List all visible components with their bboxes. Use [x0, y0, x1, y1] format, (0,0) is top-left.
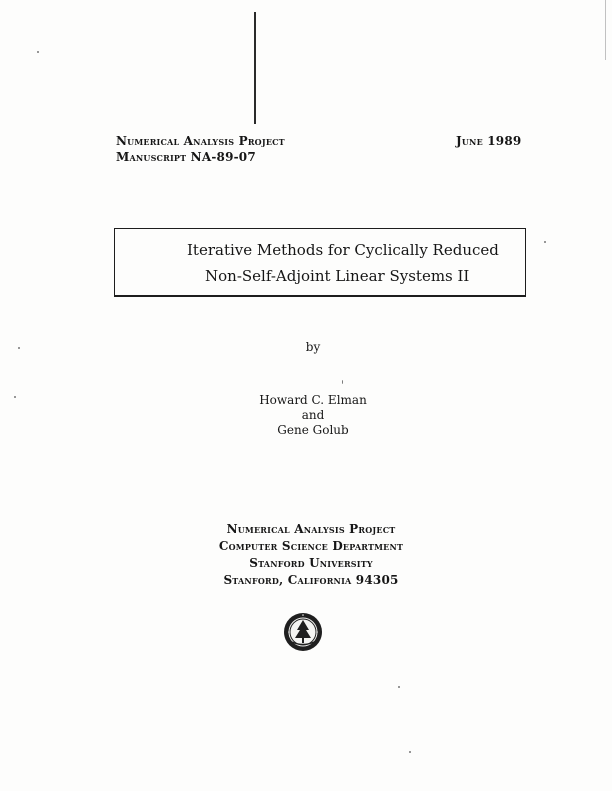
- project-name: Numerical Analysis Project: [116, 134, 285, 148]
- top-scan-rule: [254, 12, 256, 124]
- scan-speck: [409, 751, 411, 753]
- title-line-1: Iterative Methods for Cyclically Reduced: [187, 241, 499, 259]
- title-box: [114, 228, 526, 297]
- scan-edge-mark: [605, 0, 606, 60]
- author-name: Howard C. Elman: [259, 393, 367, 407]
- manuscript-number: Manuscript NA-89-07: [116, 150, 256, 164]
- affiliation-university: Stanford University: [249, 556, 373, 570]
- scan-speck: [398, 686, 400, 688]
- scan-speck: [14, 396, 16, 398]
- scan-speck: [544, 241, 546, 243]
- byline-by: by: [305, 340, 321, 354]
- report-header-left: [116, 133, 285, 165]
- title-line-2: Non-Self-Adjoint Linear Systems II: [205, 267, 470, 285]
- affiliation-department: Computer Science Department: [218, 539, 404, 553]
- author-conjunction: and: [301, 408, 325, 422]
- report-date: June 1989: [456, 134, 522, 148]
- affiliation-address: Stanford, California 94305: [223, 573, 399, 587]
- affiliation-project: Numerical Analysis Project: [226, 522, 396, 536]
- university-seal-icon: [283, 612, 323, 652]
- author-name: Gene Golub: [277, 423, 349, 437]
- scan-speck: [342, 380, 343, 384]
- scan-speck: [37, 51, 39, 53]
- scan-speck: [18, 347, 20, 349]
